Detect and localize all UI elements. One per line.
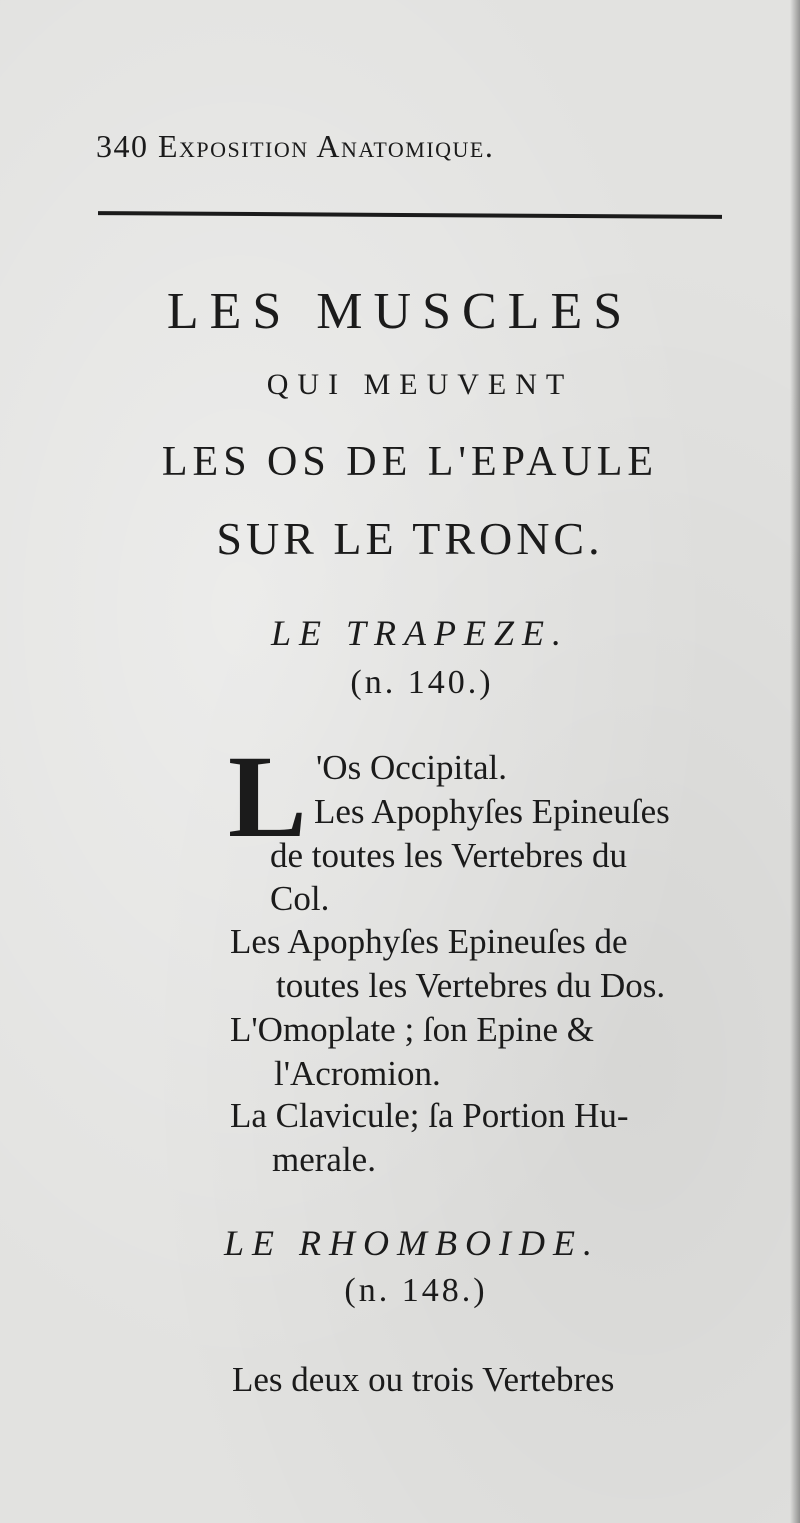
section-heading-rhomboide: LE RHOMBOIDE.: [224, 1223, 600, 1263]
running-head-title: Exposition Anatomique.: [158, 128, 495, 164]
text-line: 'Os Occipital.: [316, 748, 507, 787]
text-line: Les Apophyſes Epineuſes: [314, 792, 670, 831]
title-line-4: SUR LE TRONC.: [216, 513, 604, 564]
section-ref-trapeze: (n. 140.): [350, 664, 494, 701]
text-line: Col.: [270, 879, 330, 918]
title-line-2: QUI MEUVENT: [266, 368, 574, 401]
text-line: de toutes les Vertebres du: [270, 836, 628, 875]
title-line-1: LES MUSCLES: [166, 283, 634, 340]
text-line: toutes les Vertebres du Dos.: [276, 966, 666, 1005]
section-ref-rhomboide: (n. 148.): [344, 1272, 488, 1309]
text-line: L'Omoplate ; ſon Epine &: [230, 1010, 595, 1049]
running-head: [96, 128, 726, 178]
drop-cap: L: [228, 731, 307, 862]
text-line: Les Apophyſes Epineuſes de: [230, 922, 628, 961]
text-line: merale.: [272, 1140, 376, 1179]
page-number: 340: [96, 128, 149, 164]
section-heading-trapeze: LE TRAPEZE.: [270, 613, 569, 653]
title-line-3: LES OS DE L'EPAULE: [161, 439, 659, 485]
text-line: Les deux ou trois Vertebres: [232, 1360, 615, 1399]
text-line: La Clavicule; ſa Portion Hu-: [230, 1096, 629, 1135]
text-line: l'Acromion.: [274, 1054, 441, 1093]
